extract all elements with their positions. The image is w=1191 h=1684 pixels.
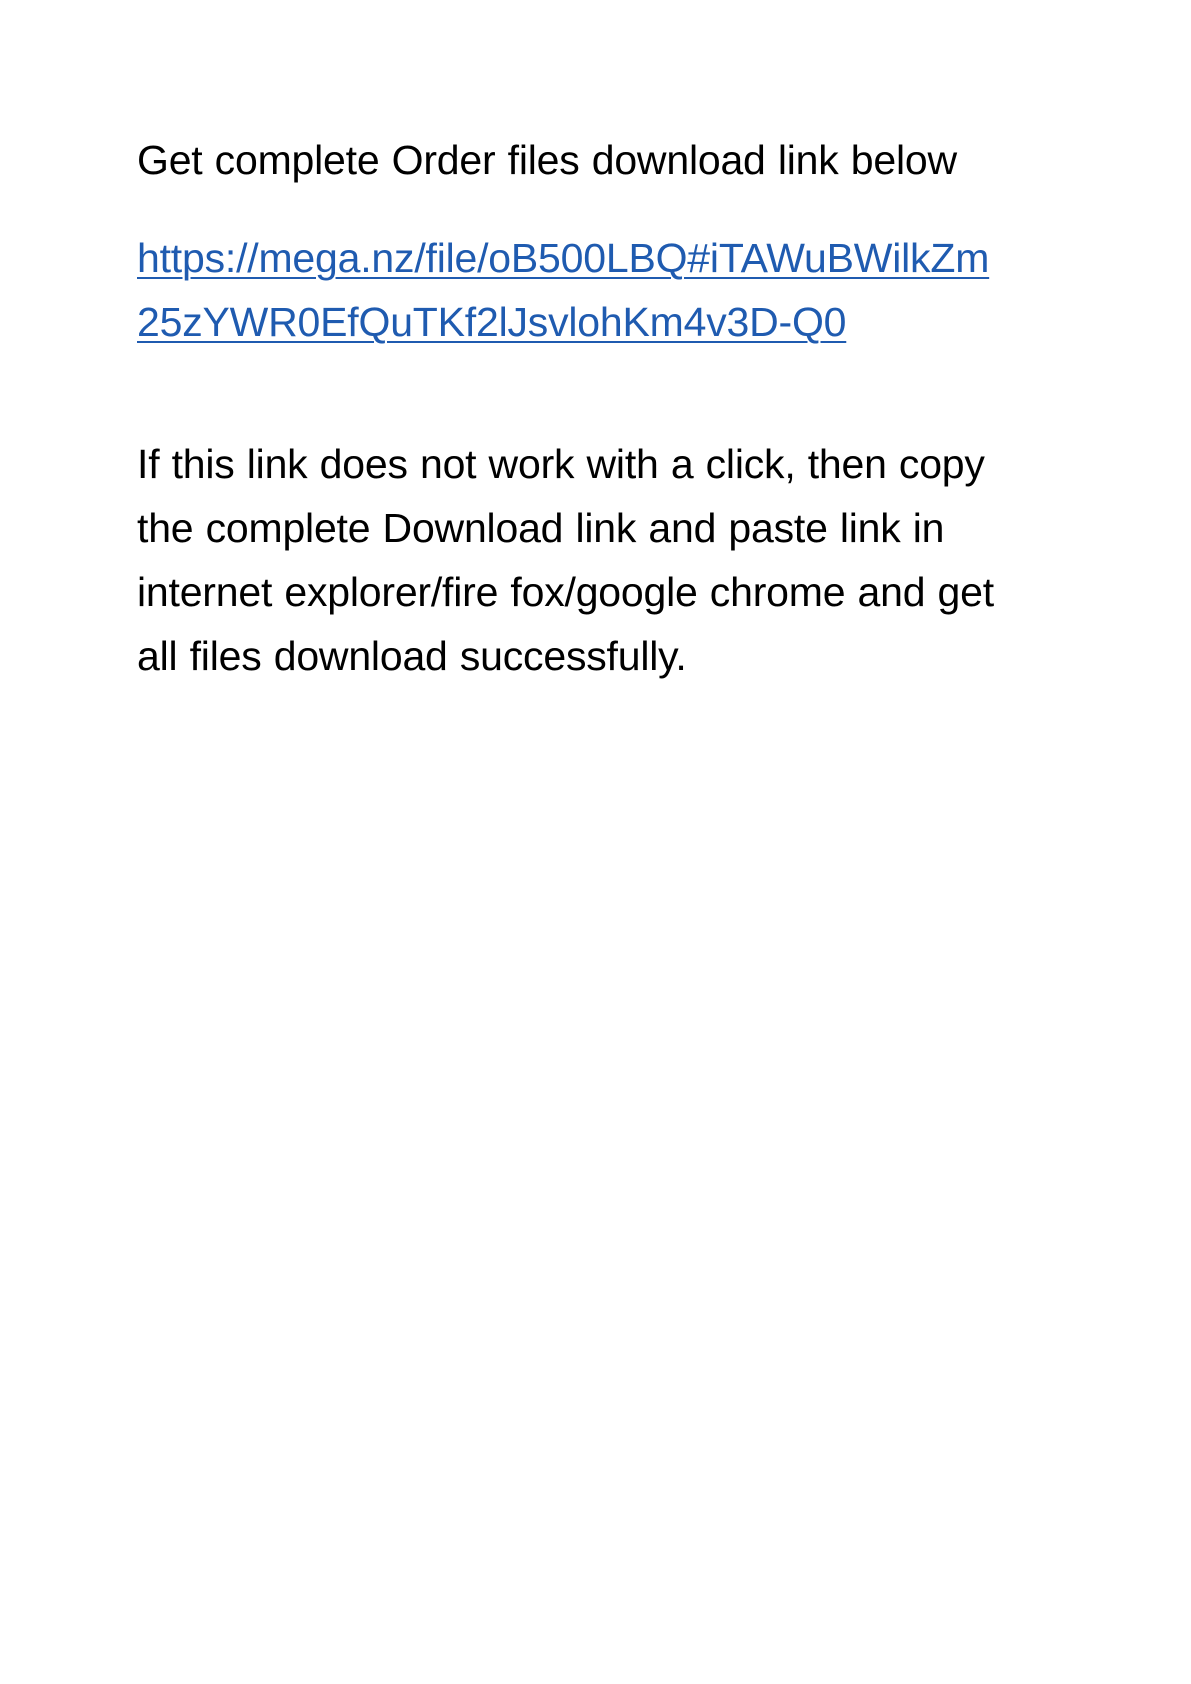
document-body (137, 128, 997, 688)
paragraph-spacer (137, 192, 997, 226)
heading-paragraph: Get complete Order files download link below (137, 137, 957, 183)
download-link-paragraph (137, 226, 997, 354)
download-link[interactable]: https://mega.nz/file/oB500LBQ#iTAWuBWilkZm25zYWR0EfQuTKf2lJsvlohKm4v3D-Q0 (137, 235, 990, 345)
section-spacer (137, 354, 997, 432)
instructions-paragraph: If this link does not work with a click, then copy the complete Download link and paste link in internet explorer/fire fox/google chrome and get all files download successfully. (137, 441, 994, 679)
